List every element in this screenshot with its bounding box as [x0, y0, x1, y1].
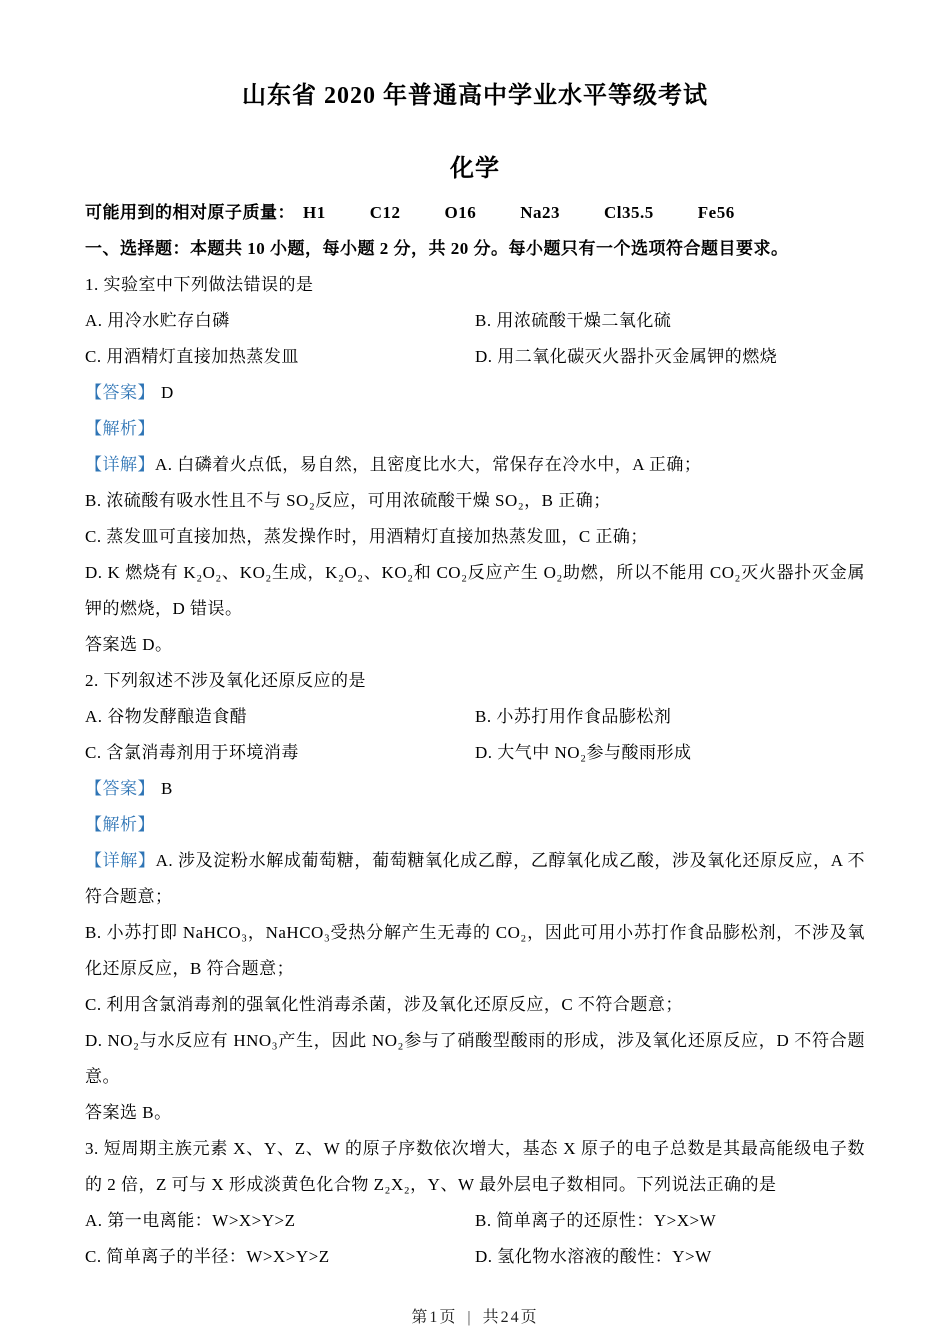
question-1-options-row-1 — [85, 303, 865, 339]
question-2-detail-a — [85, 843, 865, 915]
question-1-detail-b: B. 浓硫酸有吸水性且不与 SO₂反应，可用浓硫酸干燥 SO₂，B 正确； — [85, 491, 611, 510]
question-2-options-row-2 — [85, 735, 865, 771]
question-3-options-row-2 — [85, 1239, 865, 1275]
atomic-mass-cl: Cl35.5 — [604, 203, 654, 222]
doc-content — [85, 195, 865, 1275]
question-2-option-c: C. 含氯消毒剂用于环境消毒 — [85, 743, 299, 762]
question-2-option-b: B. 小苏打用作食品膨松剂 — [475, 707, 672, 726]
atomic-mass-fe: Fe56 — [697, 203, 735, 222]
footer-total-pages: 共24页 — [482, 1309, 539, 1326]
question-2-option-a: A. 谷物发酵酿造食醋 — [85, 707, 248, 726]
page-footer — [0, 1308, 950, 1328]
question-2-answer-value: B — [161, 779, 173, 798]
question-1-detail-a-text: A. 白磷着火点低，易自然，且密度比水大，常保存在冷水中，A 正确； — [155, 455, 702, 474]
question-1-detail-c: C. 蒸发皿可直接加热，蒸发操作时，用酒精灯直接加热蒸发皿，C 正确； — [85, 527, 648, 546]
detail-label: 【详解】 — [85, 851, 156, 870]
question-2-detail-a-text: A. 涉及淀粉水解成葡萄糖，葡萄糖氧化成乙醇，乙醇氧化成乙酸，涉及氧化还原反应，A 不符合题意； — [85, 851, 865, 906]
question-2-detail-b: B. 小苏打即 NaHCO₃，NaHCO₃受热分解产生无毒的 CO₂，因此可用小苏打作食品膨松剂，不涉及氧化还原反应，B 符合题意； — [85, 923, 865, 978]
analysis-label: 【解析】 — [85, 815, 155, 834]
atomic-mass-c: C12 — [369, 203, 401, 222]
question-1 — [85, 267, 865, 663]
answer-label: 【答案】 — [85, 779, 155, 798]
atomic-masses-line — [85, 195, 865, 231]
question-1-option-c: C. 用酒精灯直接加热蒸发皿 — [85, 347, 299, 366]
question-2-analysis-line — [85, 807, 865, 843]
question-2-options-row-1 — [85, 699, 865, 735]
detail-label: 【详解】 — [85, 455, 155, 474]
question-3-stem: 3. 短周期主族元素 X、Y、Z、W 的原子序数依次增大，基态 X 原子的电子总数是其最高能级电子数的 2 倍，Z 可与 X 形成淡黄色化合物 Z₂X₂，Y、W 最外层电子数相同。下列说法正确的是 — [85, 1139, 865, 1194]
doc-title: 山东省 2020 年普通高中学业水平等级考试 — [242, 83, 708, 109]
question-1-answer-line — [85, 375, 865, 411]
question-2-answer-line — [85, 771, 865, 807]
question-1-option-b: B. 用浓硫酸干燥二氧化硫 — [475, 311, 672, 330]
question-1-options-row-2 — [85, 339, 865, 375]
question-3 — [85, 1131, 865, 1275]
question-2-conclusion: 答案选 B。 — [85, 1103, 172, 1122]
analysis-label: 【解析】 — [85, 419, 155, 438]
question-1-answer-value: D — [161, 383, 174, 402]
question-2-detail-c: C. 利用含氯消毒剂的强氧化性消毒杀菌，涉及氧化还原反应，C 不符合题意； — [85, 995, 683, 1014]
question-1-conclusion: 答案选 D。 — [85, 635, 173, 654]
atomic-mass-o: O16 — [444, 203, 477, 222]
atomic-masses-label: 可能用到的相对原子质量： — [85, 203, 295, 222]
question-1-analysis-line — [85, 411, 865, 447]
question-2 — [85, 663, 865, 1131]
question-2-option-d: D. 大气中 NO₂参与酸雨形成 — [475, 743, 692, 762]
question-1-option-a: A. 用冷水贮存白磷 — [85, 311, 230, 330]
footer-separator: | — [467, 1309, 473, 1326]
answer-label: 【答案】 — [85, 383, 155, 402]
question-1-stem: 1. 实验室中下列做法错误的是 — [85, 275, 314, 294]
question-3-option-b: B. 简单离子的还原性：Y>X>W — [475, 1211, 717, 1230]
question-1-option-d: D. 用二氧化碳灭火器扑灭金属钾的燃烧 — [475, 347, 778, 366]
question-3-option-a: A. 第一电离能：W>X>Y>Z — [85, 1211, 296, 1230]
question-1-detail-d: D. K 燃烧有 K₂O₂、KO₂生成，K₂O₂、KO₂和 CO₂反应产生 O₂助燃，所以不能用 CO₂灭火器扑灭金属钾的燃烧，D 错误。 — [85, 563, 865, 618]
question-1-detail-a — [85, 447, 865, 483]
atomic-mass-na: Na23 — [520, 203, 561, 222]
atomic-mass-h: H1 — [303, 203, 326, 222]
question-3-options-row-1 — [85, 1203, 865, 1239]
footer-current-page: 第1页 — [411, 1309, 458, 1326]
doc-subtitle: 化学 — [450, 156, 500, 182]
section-header: 一、选择题：本题共 10 小题，每小题 2 分，共 20 分。每小题只有一个选项符合题目要求。 — [85, 239, 789, 258]
question-2-detail-d: D. NO₂与水反应有 HNO₃产生，因此 NO₂参与了硝酸型酸雨的形成，涉及氧化还原反应，D 不符合题意。 — [85, 1031, 865, 1086]
question-3-option-c: C. 简单离子的半径：W>X>Y>Z — [85, 1247, 330, 1266]
question-3-option-d: D. 氢化物水溶液的酸性：Y>W — [475, 1247, 712, 1266]
question-2-stem: 2. 下列叙述不涉及氧化还原反应的是 — [85, 671, 366, 690]
